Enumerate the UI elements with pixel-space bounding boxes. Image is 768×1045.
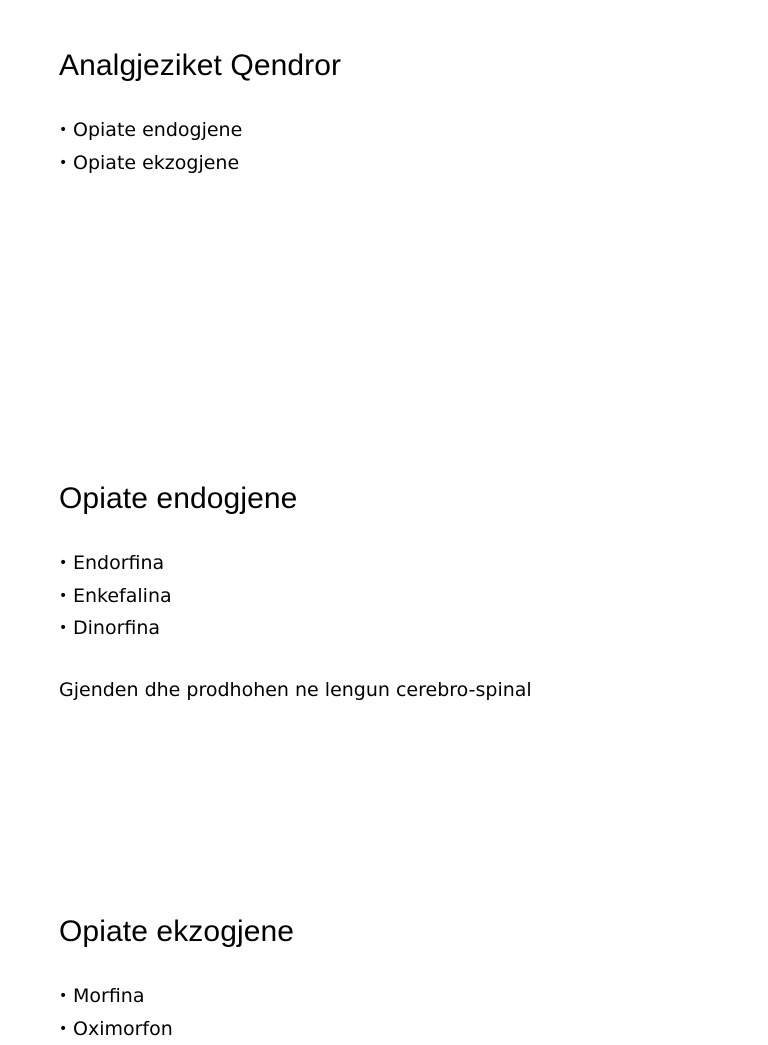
bullet-item <box>59 980 728 1013</box>
slide-opiate-endogjene <box>59 481 728 704</box>
bullet-list <box>59 547 728 645</box>
bullet-list <box>59 114 728 179</box>
slide-title: Opiate endogjene <box>59 481 728 517</box>
bullet-icon: • <box>59 547 73 580</box>
bullet-text: Endorfina <box>73 547 164 580</box>
bullet-icon: • <box>59 612 73 645</box>
bullet-item <box>59 612 728 645</box>
bullet-item <box>59 147 728 180</box>
bullet-icon: • <box>59 147 73 180</box>
bullet-icon: • <box>59 1013 73 1045</box>
bullet-text: Opiate ekzogjene <box>73 147 239 180</box>
bullet-item <box>59 114 728 147</box>
bullet-icon: • <box>59 114 73 147</box>
slide-title: Analgjeziket Qendror <box>59 48 728 84</box>
bullet-icon: • <box>59 980 73 1013</box>
slide-title: Opiate ekzogjene <box>59 914 728 950</box>
bullet-item <box>59 547 728 580</box>
bullet-text: Morfina <box>73 980 144 1013</box>
bullet-item <box>59 580 728 613</box>
bullet-text: Enkefalina <box>73 580 172 613</box>
bullet-item <box>59 1013 728 1045</box>
bullet-text: Oximorfon <box>73 1013 173 1045</box>
slide-note: Gjenden dhe prodhohen ne lengun cerebro-spinal <box>59 676 728 704</box>
bullet-icon: • <box>59 580 73 613</box>
slide-opiate-ekzogjene <box>59 914 728 1045</box>
bullet-list <box>59 980 728 1045</box>
slide-analgjeziket-qendror <box>59 48 728 179</box>
bullet-text: Dinorfina <box>73 612 160 645</box>
bullet-text: Opiate endogjene <box>73 114 242 147</box>
